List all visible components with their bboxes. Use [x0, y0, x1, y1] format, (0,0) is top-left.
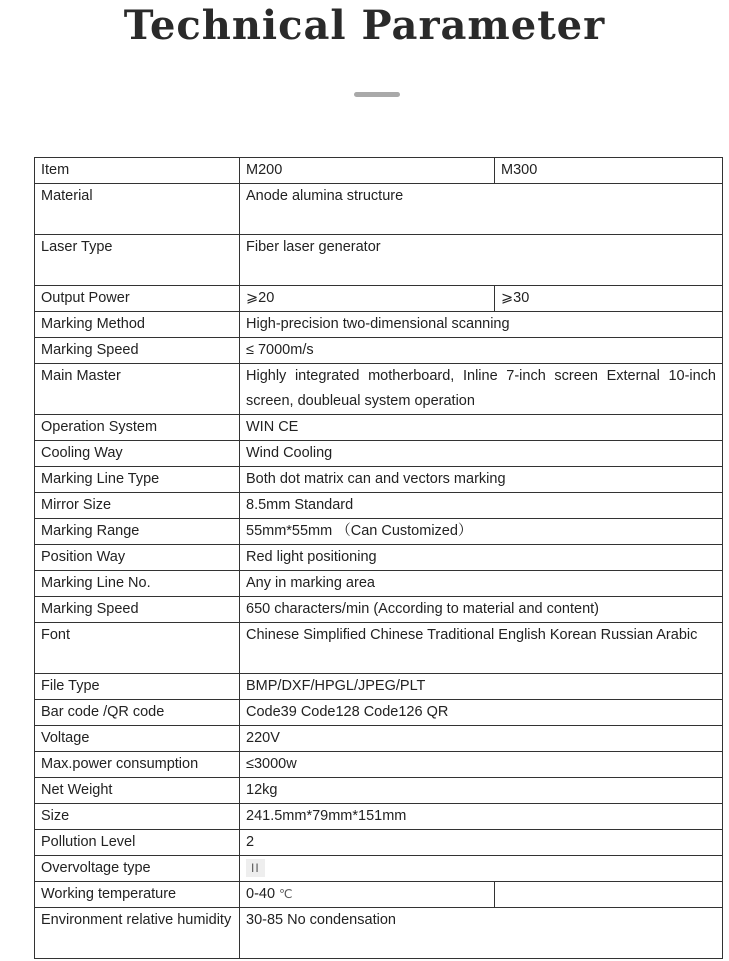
header-m300: M300 [495, 158, 723, 184]
row-value: 2 [240, 830, 723, 856]
row-value: 55mm*55mm （Can Customized） [240, 519, 723, 545]
row-value: Red light positioning [240, 545, 723, 571]
row-label: Working temperature [35, 882, 240, 908]
celsius-unit: ℃ [279, 887, 293, 901]
table-row [35, 597, 723, 623]
table-row [35, 467, 723, 493]
row-value: 30-85 No condensation [240, 908, 723, 959]
table-row [35, 312, 723, 338]
row-value: Code39 Code128 Code126 QR [240, 700, 723, 726]
row-value-cell [240, 882, 495, 908]
row-value: Anode alumina structure [240, 184, 723, 235]
row-value: Fiber laser generator [240, 235, 723, 286]
row-value: ≤ 7000m/s [240, 338, 723, 364]
table-row [35, 804, 723, 830]
table-row [35, 752, 723, 778]
row-value: High-precision two-dimensional scanning [240, 312, 723, 338]
table-row [35, 493, 723, 519]
row-label: Environment relative humidity [35, 908, 240, 959]
table-row [35, 700, 723, 726]
row-label: Overvoltage type [35, 856, 240, 882]
table-row [35, 830, 723, 856]
table-row [35, 726, 723, 752]
table-row [35, 545, 723, 571]
row-label: Voltage [35, 726, 240, 752]
table-row [35, 441, 723, 467]
row-label: Material [35, 184, 240, 235]
row-label: Marking Method [35, 312, 240, 338]
spec-table [34, 157, 723, 959]
row-label: Operation System [35, 415, 240, 441]
row-value: Chinese Simplified Chinese Traditional English Korean Russian Arabic [240, 623, 723, 674]
table-row [35, 856, 723, 882]
table-row [35, 286, 723, 312]
row-label: Marking Line No. [35, 571, 240, 597]
table-row [35, 623, 723, 674]
title-underline-divider [354, 92, 400, 97]
table-row [35, 338, 723, 364]
row-label: Cooling Way [35, 441, 240, 467]
row-value: Wind Cooling [240, 441, 723, 467]
table-row [35, 519, 723, 545]
row-value: 241.5mm*79mm*151mm [240, 804, 723, 830]
row-label: Pollution Level [35, 830, 240, 856]
row-label: Marking Speed [35, 338, 240, 364]
table-row [35, 571, 723, 597]
row-label: Size [35, 804, 240, 830]
row-label: Position Way [35, 545, 240, 571]
row-value: Highly integrated motherboard, Inline 7-inch screen External 10-inch screen, doubleual system operation [240, 364, 723, 415]
row-value-m200: ⩾20 [240, 286, 495, 312]
table-row [35, 184, 723, 235]
table-header-row [35, 158, 723, 184]
row-label: Marking Line Type [35, 467, 240, 493]
row-value-m300: ⩾30 [495, 286, 723, 312]
row-label: Marking Speed [35, 597, 240, 623]
row-value: 650 characters/min (According to material and content) [240, 597, 723, 623]
row-label: Marking Range [35, 519, 240, 545]
header-m200: M200 [240, 158, 495, 184]
row-label: Output Power [35, 286, 240, 312]
table-row [35, 882, 723, 908]
empty-cell [495, 882, 723, 908]
row-value-cell [240, 856, 723, 882]
table-row [35, 364, 723, 415]
row-value: 0-40 [246, 886, 276, 902]
row-value: 8.5mm Standard [240, 493, 723, 519]
row-label: Net Weight [35, 778, 240, 804]
row-label: Laser Type [35, 235, 240, 286]
row-label: Main Master [35, 364, 240, 415]
row-value: ≤3000w [240, 752, 723, 778]
header-item: Item [35, 158, 240, 184]
row-value: 220V [240, 726, 723, 752]
row-label: Font [35, 623, 240, 674]
row-value: Both dot matrix can and vectors marking [240, 467, 723, 493]
row-value: BMP/DXF/HPGL/JPEG/PLT [240, 674, 723, 700]
table-row [35, 908, 723, 959]
table-row [35, 778, 723, 804]
row-label: Bar code /QR code [35, 700, 240, 726]
row-value: II [246, 859, 265, 877]
row-label: File Type [35, 674, 240, 700]
row-value: Any in marking area [240, 571, 723, 597]
row-value: WIN CE [240, 415, 723, 441]
table-row [35, 674, 723, 700]
row-label: Max.power consumption [35, 752, 240, 778]
page-title: Technical Parameter [123, 2, 606, 49]
table-row [35, 235, 723, 286]
table-row [35, 415, 723, 441]
row-label: Mirror Size [35, 493, 240, 519]
row-value: 12kg [240, 778, 723, 804]
